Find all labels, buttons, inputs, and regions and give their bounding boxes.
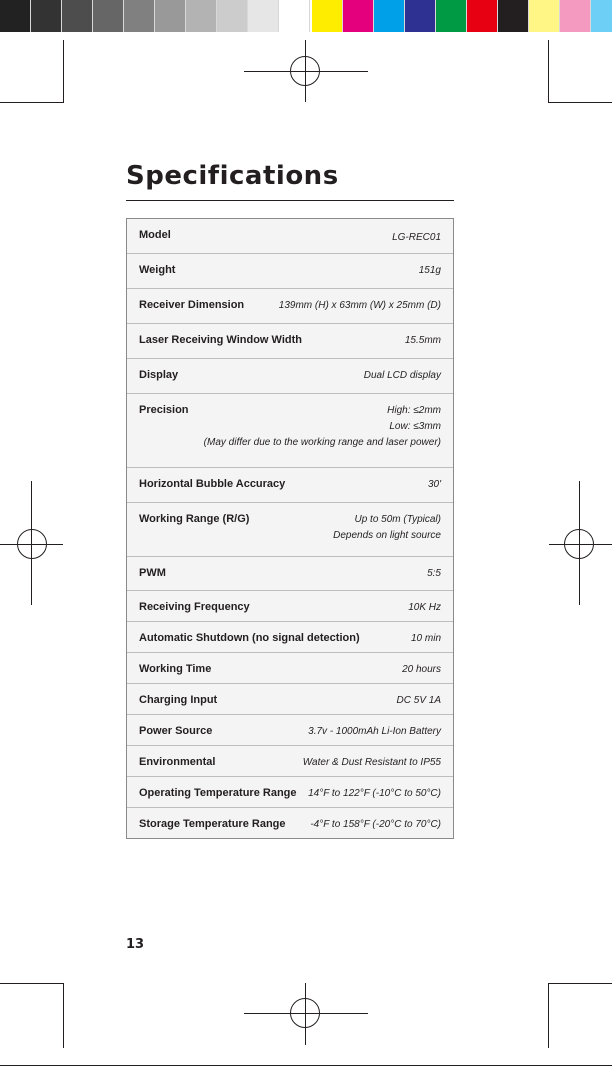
crop-mark (549, 102, 612, 103)
gray-swatch (31, 0, 62, 32)
color-swatch (591, 0, 612, 32)
specifications-table (126, 218, 454, 839)
color-swatch (312, 0, 343, 32)
spec-label: Charging Input (139, 694, 218, 706)
spec-label: Display (139, 369, 179, 381)
color-swatch (498, 0, 529, 32)
spec-row (127, 324, 453, 359)
spec-row (127, 653, 453, 684)
spec-values (428, 478, 441, 494)
color-swatch (374, 0, 405, 32)
target-circle-icon (290, 56, 320, 86)
crop-mark (549, 983, 612, 984)
spec-label: Receiving Frequency (139, 601, 250, 613)
spec-value: 15.5mm (404, 335, 441, 346)
spec-values (308, 725, 441, 741)
spec-label: Receiver Dimension (139, 299, 245, 311)
bottom-border-line (0, 1065, 612, 1066)
spec-row (127, 808, 453, 838)
color-swatch (467, 0, 498, 32)
spec-values (204, 404, 441, 452)
gray-swatch (248, 0, 279, 32)
page-number: 13 (126, 937, 145, 952)
crop-mark (548, 983, 549, 1048)
grayscale-color-bar (0, 0, 310, 32)
spec-label: Power Source (139, 725, 213, 737)
spec-values (427, 567, 441, 583)
spec-value: 20 hours (402, 664, 441, 675)
color-swatch (436, 0, 467, 32)
crop-mark (548, 40, 549, 103)
spec-values (310, 818, 441, 834)
spec-value: LG-REC01 (392, 232, 441, 243)
spec-values (279, 299, 441, 315)
spec-value: 139mm (H) x 63mm (W) x 25mm (D) (278, 300, 441, 311)
spec-label: Environmental (139, 756, 216, 768)
gray-swatch (62, 0, 93, 32)
spec-value: Depends on light source (333, 530, 441, 541)
spec-row (127, 684, 453, 715)
color-swatch (529, 0, 560, 32)
spec-value: 30' (427, 479, 441, 490)
spec-row (127, 468, 453, 503)
spec-label: Automatic Shutdown (no signal detection) (139, 632, 360, 644)
spec-row (127, 622, 453, 653)
spec-label: Laser Receiving Window Width (139, 334, 302, 346)
spec-label: PWM (139, 567, 166, 579)
spec-values (419, 264, 441, 280)
target-circle-icon (564, 529, 594, 559)
color-swatch (560, 0, 591, 32)
spec-row (127, 557, 453, 591)
process-color-bar (312, 0, 612, 32)
crop-mark (63, 40, 64, 103)
spec-row (127, 394, 453, 468)
crop-mark (63, 983, 64, 1048)
gray-swatch (217, 0, 248, 32)
spec-value: -4°F to 158°F (-20°C to 70°C) (310, 819, 441, 830)
target-circle-icon (17, 529, 47, 559)
spec-label: Operating Temperature Range (139, 787, 297, 799)
spec-row (127, 254, 453, 289)
spec-value: 14°F to 122°F (-10°C to 50°C) (308, 788, 441, 799)
gray-swatch (155, 0, 186, 32)
spec-row (127, 359, 453, 394)
spec-value: 10 min (410, 633, 441, 644)
spec-value: 3.7v - 1000mAh Li-Ion Battery (308, 726, 441, 737)
spec-row (127, 591, 453, 622)
spec-value: Up to 50m (Typical) (354, 514, 441, 525)
spec-label: Horizontal Bubble Accuracy (139, 478, 286, 490)
crop-mark (0, 983, 63, 984)
target-circle-icon (290, 998, 320, 1028)
spec-row (127, 503, 453, 557)
spec-values (303, 756, 441, 772)
spec-row (127, 289, 453, 324)
spec-values (364, 369, 441, 385)
spec-values (408, 601, 441, 617)
spec-value: Water & Dust Resistant to IP55 (302, 757, 441, 768)
spec-values (405, 334, 441, 350)
spec-value: Dual LCD display (363, 370, 441, 381)
gray-swatch (124, 0, 155, 32)
spec-values (308, 787, 441, 803)
spec-value: 151g (418, 265, 441, 276)
gray-swatch (279, 0, 310, 32)
spec-value: DC 5V 1A (396, 695, 441, 706)
spec-row (127, 746, 453, 777)
spec-value: (May differ due to the working range and laser power) (203, 437, 441, 448)
crop-mark (0, 102, 63, 103)
spec-values (402, 663, 441, 679)
spec-row (127, 777, 453, 808)
gray-swatch (93, 0, 124, 32)
gray-swatch (186, 0, 217, 32)
spec-values (397, 694, 441, 710)
page-title: Specifications (126, 161, 339, 191)
spec-values (333, 513, 441, 545)
gray-swatch (0, 0, 31, 32)
spec-value: High: ≤2mm (387, 405, 441, 416)
spec-label: Storage Temperature Range (139, 818, 286, 830)
spec-row (127, 715, 453, 746)
spec-label: Model (139, 229, 171, 241)
spec-label: Working Time (139, 663, 212, 675)
spec-values (392, 231, 441, 247)
spec-label: Precision (139, 404, 189, 416)
spec-value: 5:5 (427, 568, 441, 579)
color-swatch (405, 0, 436, 32)
spec-label: Working Range (R/G) (139, 513, 250, 525)
spec-value: Low: ≤3mm (389, 421, 441, 432)
title-divider (126, 200, 454, 201)
spec-label: Weight (139, 264, 176, 276)
spec-row (127, 219, 453, 254)
spec-values (411, 632, 441, 648)
spec-value: 10K Hz (408, 602, 441, 613)
color-swatch (343, 0, 374, 32)
